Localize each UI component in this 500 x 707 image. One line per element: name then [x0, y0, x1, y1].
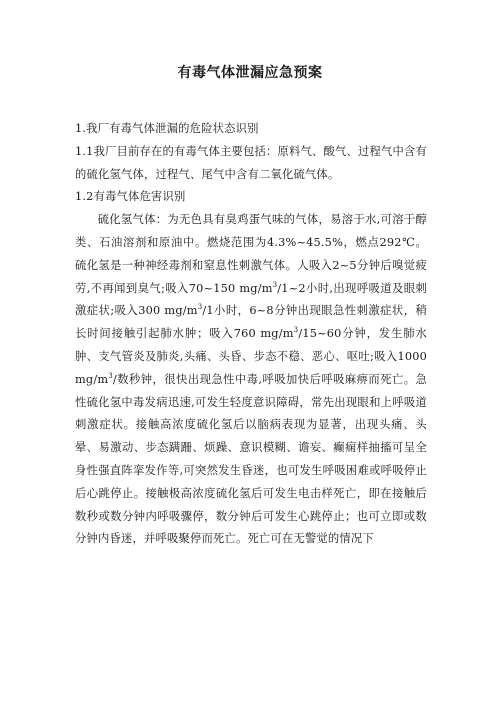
superscript: 3: [272, 280, 278, 289]
hydrogen-sulfide-paragraph: [75, 209, 427, 551]
body-text-segment: /1~2小时,出现呼吸道及眼刺激症状;吸入300 mg/m: [75, 281, 427, 318]
superscript: 3: [197, 303, 203, 312]
document-title: 有毒气体泄漏应急预案: [177, 65, 323, 81]
superscript: 3: [293, 326, 299, 335]
section-1-heading: 1.我厂有毒气体泄漏的危险状态识别: [75, 122, 259, 135]
section-1-2-heading: 1.2有毒气体危害识别: [75, 190, 186, 204]
superscript: 3: [108, 372, 113, 380]
body-text-segment: /15~60分钟，发生肺水肿、支气管炎及肺炎,头痛、头昏、步态不稳、恶心、呕吐;吸入1000 mg/m: [75, 327, 427, 386]
body-text-segment: /1小时，6~8分钟出现眼急性刺激症状，稍长时间接触引起肺水肿；吸入760 mg/m: [75, 304, 427, 341]
body-text-segment: /数秒钟，很快出现急性中毒,呼吸加快后呼吸麻痹而死亡。急性硫化氢中毒发病迅速,可发生轻度意识障碍，常先出现眼和上呼吸道刺激症状。接触高浓度硫化氢后以脑病表现为显著，出现头痛、头晕、易激动、步态蹒跚、烦躁、意识模糊、谵妄、癫痫样抽搐可呈全身性强直阵挛发作等,可突然发生昏迷，也可发生呼吸困难或呼吸停止后心跳停止。接触极高浓度硫化氢后可发生电击样死亡，即在接触后数秒或数分钟内呼吸骤停，数分钟后可发生心跳停止；也可立即或数分钟内昏迷，并呼吸聚停而死亡。死亡可在无警觉的情况下: [75, 372, 427, 546]
document-body: [75, 118, 427, 551]
body-text-segment: 硫化氢气体：为无色具有臭鸡蛋气味的气体，易溶于水,可溶于醇类、石油溶剂和原油中。燃烧范围为4.3%~45.5%，燃点292℃。硫化氢是一种神经毒剂和窒息性刺激气体。人吸入2~5分钟后嗅觉疲劳,不再闻到臭气;吸入70~150 mg/m: [75, 213, 427, 295]
section-1-1-paragraph: 1.1我厂目前存在的有毒气体主要包括：原料气、酸气、过程气中含有的硫化氢气体，过程气、尾气中含有二氧化硫气体。: [75, 144, 427, 181]
